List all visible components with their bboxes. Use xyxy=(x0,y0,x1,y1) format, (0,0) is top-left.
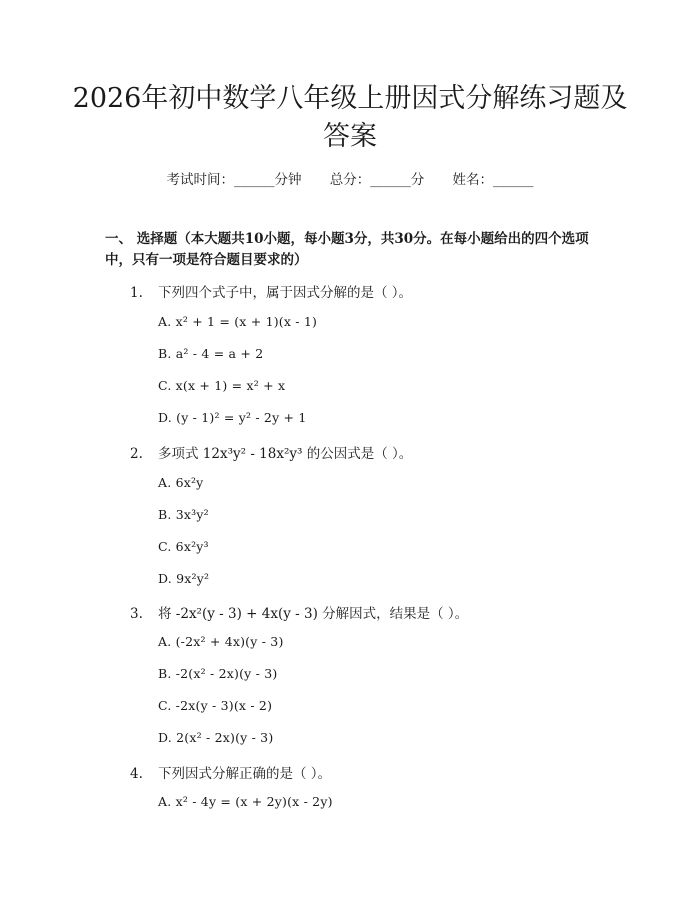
question-3-option-a: A. (-2x² + 4x)(y - 3) xyxy=(158,634,284,649)
question-1-option-d: D. (y - 1)² = y² - 2y + 1 xyxy=(158,410,307,425)
document-title: 2026年初中数学八年级上册因式分解练习题及答案 xyxy=(72,83,628,152)
question-1 xyxy=(130,281,412,301)
question-4 xyxy=(130,762,331,782)
question-number: 1. xyxy=(130,285,143,301)
section-heading: 一、 选择题（本大题共10小题，每小题3分，共30分。在每小题给出的四个选项中，只有一项是符合题目要求的） xyxy=(105,231,589,268)
question-stem: 将 -2x²(y - 3) + 4x(y - 3) 分解因式，结果是（ ）。 xyxy=(158,606,469,622)
question-3-option-b: B. -2(x² - 2x)(y - 3) xyxy=(158,666,278,681)
exam-time-field: 考试时间：______分钟 xyxy=(166,172,302,188)
question-1-option-b: B. a² - 4 = a + 2 xyxy=(158,346,264,361)
question-1-option-c: C. x(x + 1) = x² + x xyxy=(158,378,286,393)
question-stem: 下列四个式子中，属于因式分解的是（ ）。 xyxy=(158,285,413,301)
question-3 xyxy=(130,602,468,622)
question-number: 4. xyxy=(130,766,143,782)
question-number: 3. xyxy=(130,606,143,622)
question-2-option-c: C. 6x²y³ xyxy=(158,539,209,554)
total-score-field: 总分：______分 xyxy=(329,172,425,188)
exam-meta-line xyxy=(0,168,700,188)
question-number: 2. xyxy=(130,446,143,462)
question-2-option-d: D. 9x²y² xyxy=(158,571,210,586)
question-2 xyxy=(130,442,412,462)
question-stem: 下列因式分解正确的是（ ）。 xyxy=(158,766,332,782)
question-2-option-b: B. 3x³y² xyxy=(158,507,209,522)
student-name-field: 姓名：______ xyxy=(452,172,534,188)
question-2-option-a: A. 6x²y xyxy=(158,475,204,490)
question-4-option-a: A. x² - 4y = (x + 2y)(x - 2y) xyxy=(158,794,333,809)
question-1-option-a: A. x² + 1 = (x + 1)(x - 1) xyxy=(158,314,318,329)
question-stem: 多项式 12x³y² - 18x²y³ 的公因式是（ ）。 xyxy=(158,446,413,462)
question-3-option-c: C. -2x(y - 3)(x - 2) xyxy=(158,698,273,713)
question-3-option-d: D. 2(x² - 2x)(y - 3) xyxy=(158,730,274,745)
